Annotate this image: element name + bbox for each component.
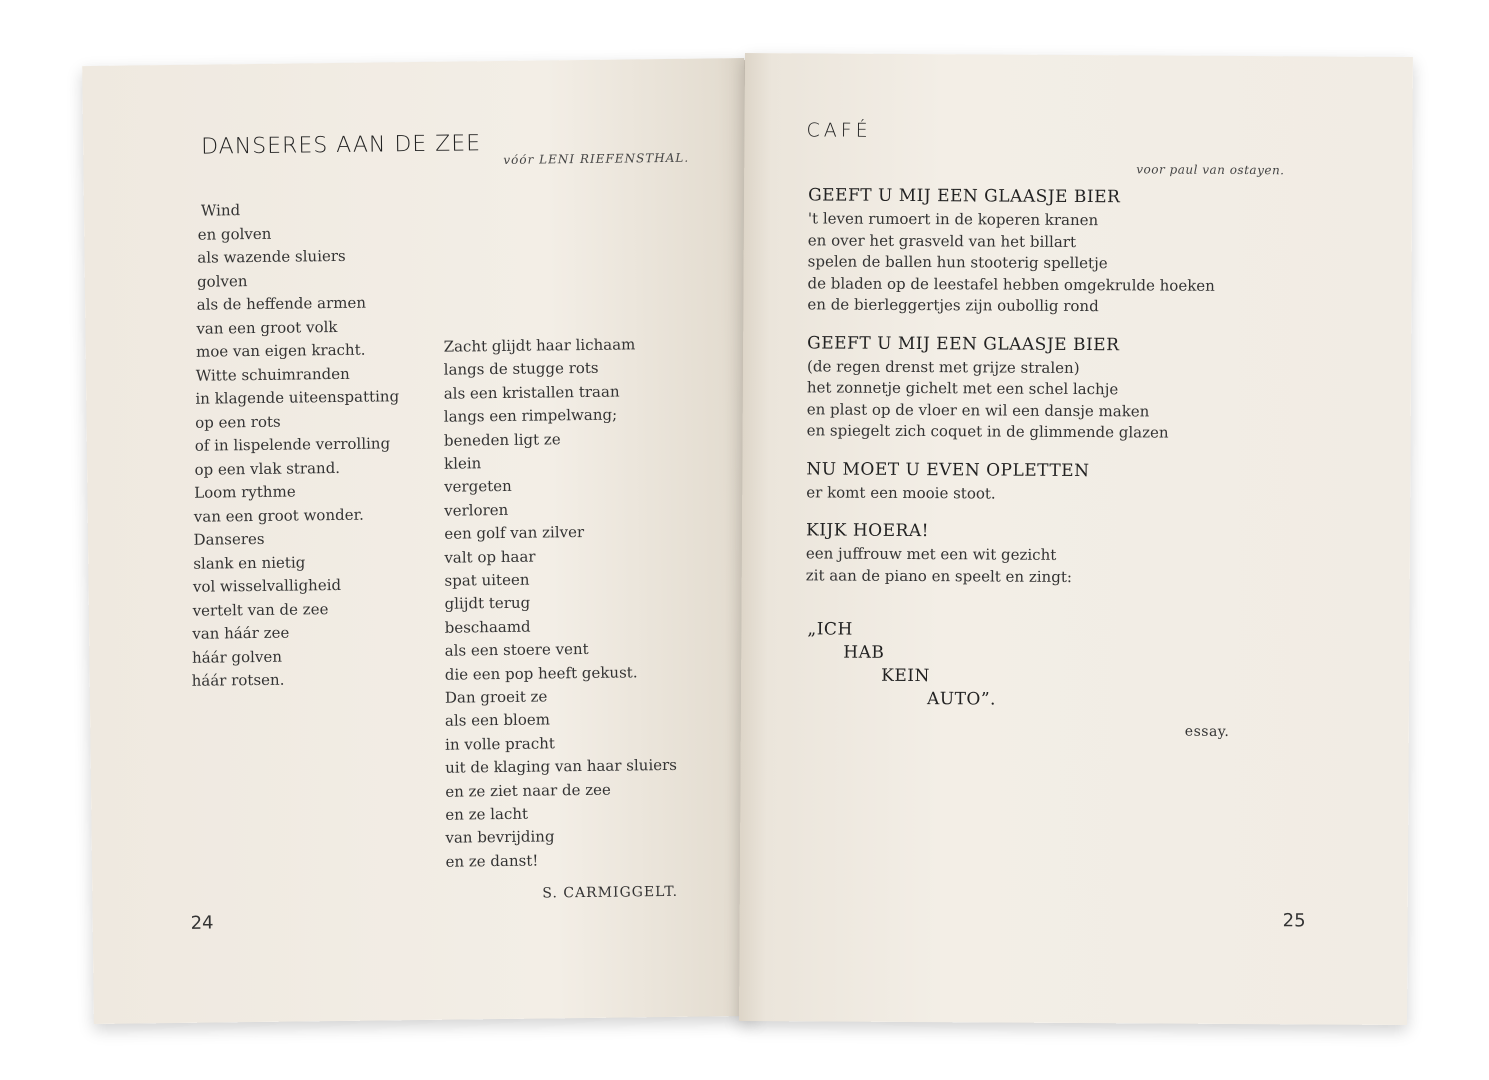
poem-line: slank en nietig	[193, 552, 306, 573]
poem-line: op een rots	[195, 412, 281, 432]
poem-line: langs een rimpelwang;	[443, 405, 618, 426]
poem-line: Dan groeit ze	[444, 687, 548, 707]
poem-line: moe van eigen kracht.	[195, 340, 366, 361]
right-page	[739, 53, 1413, 1025]
dedication-right: voor paul van ostayen.	[1136, 162, 1285, 178]
poem-title-right: CAFÉ	[806, 119, 872, 142]
signature-right: essay.	[1184, 723, 1230, 740]
poem-line: en ze danst!	[445, 851, 539, 871]
poem-line: het zonnetje gichelt met een schel lachje	[806, 378, 1119, 399]
poem-line: als een stoere vent	[444, 640, 589, 660]
stanza-heading: KIJK HOERA!	[805, 520, 930, 542]
stanza-heading: NU MOET U EVEN OPLETTEN	[806, 458, 1090, 481]
poem-line: er komt een mooie stoot.	[806, 482, 996, 503]
poem-line: als een bloem	[444, 710, 551, 731]
poem-line: verloren	[444, 500, 509, 520]
poem-line: een juffrouw met een wit gezicht	[805, 544, 1057, 564]
poem-line: in klagende uiteenspatting	[195, 387, 400, 408]
song-line: HAB	[843, 642, 885, 663]
stanza-heading: GEEFT U MIJ EEN GLAASJE BIER	[808, 185, 1121, 208]
poem-line: en de bierleggertjes zijn oubollig rond	[807, 295, 1099, 316]
poem-line: op een vlak strand.	[194, 458, 341, 479]
song-line: „ICH	[807, 619, 853, 640]
page-number-left: 24	[190, 912, 214, 934]
dedication-left: vóór LENI RIEFENSTHAL.	[503, 150, 690, 167]
poem-line: langs de stugge rots	[443, 359, 599, 380]
poem-line: beschaamd	[444, 617, 531, 637]
poem-line: vertelt van de zee	[192, 599, 329, 620]
poem-line: vol wisselvalligheid	[192, 575, 342, 596]
poem-line: spelen de ballen hun stooterig spelletje	[807, 252, 1108, 273]
poem-line: en spiegelt zich coquet in de glimmende glazen	[806, 421, 1169, 442]
poem-line: en ze lacht	[445, 804, 529, 824]
poem-line: háár golven	[191, 647, 283, 667]
poem-line: uit de klaging van haar sluiers	[445, 756, 678, 777]
signature-left: S. CARMIGGELT.	[542, 883, 679, 902]
poem-line: en golven	[197, 224, 272, 244]
poem-line: die een pop heeft gekust.	[444, 662, 638, 684]
poem-line: als een kristallen traan	[443, 382, 620, 403]
poem-line: van een groot volk	[196, 317, 338, 338]
left-page	[82, 58, 756, 1024]
poem-line: Wind	[200, 201, 241, 220]
poem-line: zit aan de piano en speelt en zingt:	[805, 565, 1072, 586]
poem-line: beneden ligt ze	[443, 429, 561, 450]
poem-line: spat uiteen	[444, 570, 530, 590]
poem-line: als de heffende armen	[196, 293, 367, 314]
poem-line: klein	[443, 454, 482, 473]
song-line: AUTO”.	[926, 689, 997, 710]
poem-line: van een groot wonder.	[193, 505, 364, 526]
song-line: KEIN	[881, 665, 930, 687]
stanza-heading: GEEFT U MIJ EEN GLAASJE BIER	[807, 332, 1120, 355]
poem-line: de bladen op de leestafel hebben omgekrulde hoeken	[807, 273, 1215, 295]
poem-line: van bevrijding	[445, 827, 555, 848]
poem-line: glijdt terug	[444, 594, 531, 614]
poem-line: en over het grasveld van het billart	[807, 230, 1077, 251]
poem-line: valt op haar	[444, 547, 536, 567]
poem-line: of in lispelende verrolling	[194, 434, 391, 455]
poem-line: Loom rythme	[194, 482, 296, 502]
poem-line: als wazende sluiers	[197, 246, 346, 267]
poem-line: Danseres	[193, 529, 265, 549]
poem-title-left: DANSERES AAN DE ZEE	[201, 131, 482, 160]
poem-line: en ze ziet naar de zee	[445, 780, 611, 801]
poem-line: 't leven rumoert in de koperen kranen	[807, 209, 1099, 230]
poem-line: een golf van zilver	[444, 523, 585, 543]
poem-line: Witte schuimranden	[195, 364, 350, 385]
poem-line: Zacht glijdt haar lichaam	[443, 335, 636, 356]
poem-line: háár rotsen.	[191, 670, 285, 690]
poem-line: en plast op de vloer en wil een dansje maken	[806, 399, 1150, 420]
poem-line: golven	[196, 271, 248, 291]
poem-line: in volle pracht	[444, 734, 555, 754]
poem-line: (de regen drenst met grijze stralen)	[806, 356, 1080, 377]
poem-line: vergeten	[444, 477, 512, 497]
page-number-right: 25	[1282, 910, 1306, 932]
poem-line: van háár zee	[192, 623, 290, 643]
